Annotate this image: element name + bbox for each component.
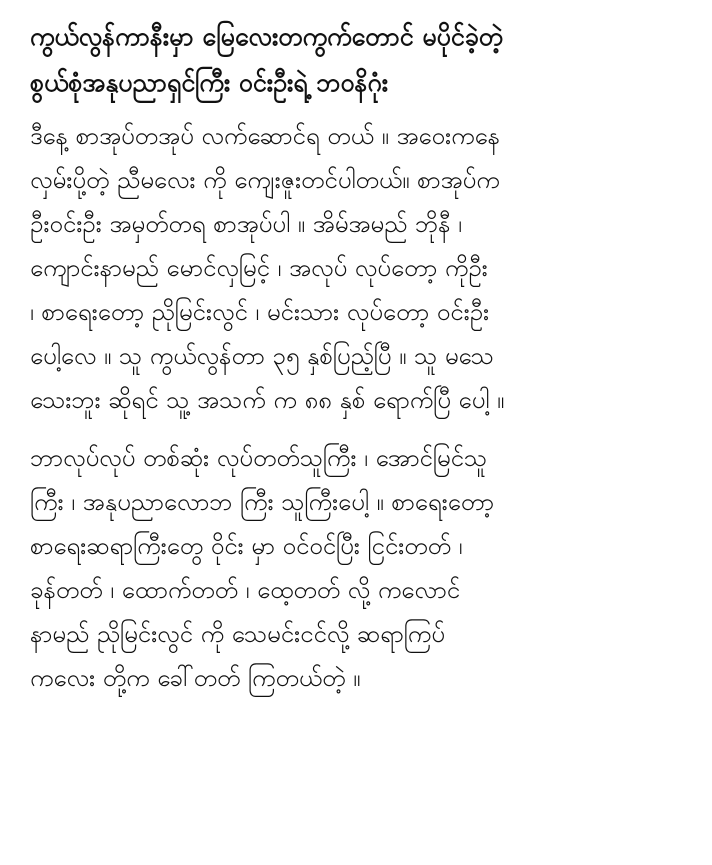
title-line: ကွယ်လွန်ကာနီးမှာ မြေလေးတကွက်တောင် မပိုင်ခဲ့တဲ့ xyxy=(30,22,504,51)
paragraph-line: ဘာလုပ်လုပ် တစ်ဆုံး လုပ်တတ်သူကြီး ၊ အောင်မြင်သူ xyxy=(30,444,488,472)
paragraph-line: ဦးဝင်းဦး အမှတ်တရ စာအုပ်ပါ ။ အိမ်အမည် ဘိုနီ ၊ xyxy=(30,210,462,238)
paragraph-line: ခုန်တတ် ၊ ထောက်တတ် ၊ ထေ့တတ် လို့ ကလောင် xyxy=(30,576,461,604)
paragraph-line: ပေါ့လေ ။ သူ ကွယ်လွန်တာ ၃၅ နှစ်ပြည့်ပြီ ။ သူ မသေ xyxy=(30,342,494,370)
paragraph-line: သေးဘူး ဆိုရင် သူ့ အသက် က ၈၈ နှစ် ရောက်ပြီ ပေါ့ ။ xyxy=(30,386,505,414)
paragraph-line: ဒီနေ့ စာအုပ်တအုပ် လက်ဆောင်ရ တယ် ။ အဝေးကနေ xyxy=(30,122,501,150)
paragraph-line: နာမည် ညိုမြင်းလွင် ကို သေမင်းငင်လို့ ဆရာကြပ် xyxy=(30,620,445,648)
paragraph-line: လှမ်းပို့တဲ့ ညီမလေး ကို ကျေးဇူးတင်ပါတယ်။ စာအုပ်က xyxy=(30,166,500,194)
paragraph-line: ကလေး တို့က ခေါ်တတ် ကြတယ်တဲ့ ။ xyxy=(30,664,361,692)
paragraph-2 xyxy=(30,436,688,700)
title-line: စွယ်စုံအနုပညာရှင်ကြီး ဝင်းဦးရဲ့ ဘဝနိဂုံး xyxy=(30,68,389,97)
paragraph-1 xyxy=(30,114,688,422)
paragraph-line: ကျောင်းနာမည် မောင်လှမြင့် ၊ အလုပ် လုပ်တော့ ကိုဦး xyxy=(30,254,488,282)
paragraph-line: ကြီး ၊ အနုပညာလောဘ ကြီး သူကြီးပေါ့ ။ စာရေးတော့ xyxy=(30,488,494,516)
paragraph-line: စာရေးဆရာကြီးတွေ ဝိုင်း မှာ ဝင်ဝင်ပြီး ငြင်းတတ် ၊ xyxy=(30,532,463,560)
paragraph-line: ၊ စာရေးတော့ ညိုမြင်းလွင် ၊ မင်းသား လုပ်တော့ ဝင်းဦး xyxy=(30,298,490,326)
article-title xyxy=(30,14,688,106)
